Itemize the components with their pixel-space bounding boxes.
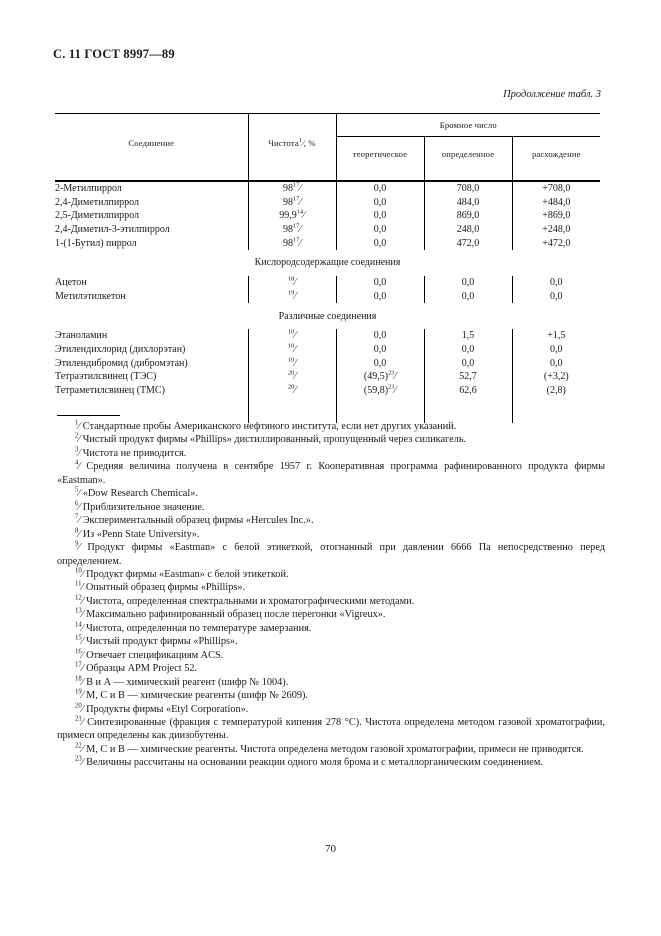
cell-purity bbox=[248, 356, 336, 370]
footnote-marker: 4 bbox=[75, 459, 79, 467]
section-heading: Различные соединения bbox=[278, 310, 377, 322]
cell-theoretical: 0,0 bbox=[336, 236, 424, 250]
purity-slash: ⁄ bbox=[299, 183, 302, 195]
cell-compound: Этилендихлорид (дихлорэтан) bbox=[55, 344, 186, 356]
footnote-slash: ⁄ bbox=[78, 488, 81, 500]
cell-compound: Тетраметилсвинец (ТМС) bbox=[55, 384, 165, 396]
theoretical-footnote-marker: 23 bbox=[388, 383, 395, 391]
footnote-item bbox=[57, 716, 605, 743]
purity-slash: ⁄ bbox=[294, 384, 297, 396]
footnote-text: Стандартные пробы Американского нефтяного института, если нет других указаний. bbox=[82, 421, 457, 432]
spacer-cell-5 bbox=[512, 171, 600, 181]
footnote-slash: ⁄ bbox=[81, 595, 84, 607]
cell-determined: 52,7 bbox=[424, 370, 512, 384]
cell-determined: 1,5 bbox=[424, 329, 512, 343]
footnote-item bbox=[57, 460, 605, 487]
header-purity-label: Чистота bbox=[268, 137, 299, 148]
footnote-item bbox=[57, 433, 605, 446]
footnote-text: М, С и В — химические реагенты. Чистота определена методом газовой хроматографии, примеси не приводятся. bbox=[86, 743, 584, 755]
cell-theoretical bbox=[336, 343, 424, 357]
footnote-marker: 8 bbox=[75, 527, 79, 535]
cell-discrepancy: 0,0 bbox=[512, 276, 600, 290]
footnote-item bbox=[57, 756, 605, 769]
footnote-marker: 10 bbox=[75, 567, 82, 575]
table-body bbox=[55, 171, 600, 423]
purity-slash: ⁄ bbox=[294, 371, 297, 383]
cell-theoretical: 0,0 bbox=[336, 181, 424, 196]
footnote-marker: 21 bbox=[75, 715, 82, 723]
cell-discrepancy: +869,0 bbox=[512, 209, 600, 223]
footnote-item bbox=[57, 676, 605, 689]
cell-determined: 248,0 bbox=[424, 223, 512, 237]
cell-compound: 2,4-Диметил-3-этилпиррол bbox=[55, 224, 170, 236]
footnote-text: Чистый продукт фирмы «Phillips» дистиллированный, пропущенный через силикагель. bbox=[82, 434, 467, 446]
compounds-table bbox=[55, 113, 600, 423]
cell-purity bbox=[248, 181, 336, 196]
purity-slash: ⁄ bbox=[299, 237, 302, 249]
footnote-slash: ⁄ bbox=[78, 421, 81, 432]
table-row bbox=[55, 356, 600, 370]
cell-discrepancy: 0,0 bbox=[512, 290, 600, 304]
footnote-marker: 14 bbox=[75, 621, 82, 629]
header-determined: определенное bbox=[424, 137, 512, 172]
purity-footnote-marker: 10 bbox=[287, 356, 295, 364]
cell-discrepancy: 0,0 bbox=[512, 356, 600, 370]
footnote-item bbox=[57, 420, 605, 433]
cell-purity bbox=[248, 384, 336, 398]
cell-discrepancy: (2,8) bbox=[512, 384, 600, 398]
cell-discrepancy: +1,5 bbox=[512, 329, 600, 343]
footnote-text: Чистота, определенная по температуре замерзания. bbox=[86, 622, 312, 634]
header-discrepancy: расхождение bbox=[512, 137, 600, 172]
theoretical-value: (59,8) bbox=[363, 384, 389, 396]
footnote-slash: ⁄ bbox=[81, 663, 84, 675]
footnote-item bbox=[57, 649, 605, 662]
footnote-item bbox=[57, 581, 605, 594]
cell-purity bbox=[248, 329, 336, 343]
cell-determined: 0,0 bbox=[424, 343, 512, 357]
cell-theoretical bbox=[336, 370, 424, 384]
footnote-text: Образцы APM Project 52. bbox=[86, 663, 198, 675]
spacer-cell-1 bbox=[55, 171, 248, 181]
section-heading-row bbox=[55, 250, 600, 276]
table-row bbox=[55, 223, 600, 237]
footnote-item bbox=[57, 447, 605, 460]
footnote-slash: ⁄ bbox=[78, 434, 81, 446]
footnote-text: Продукт фирмы «Eastman» с белой этикеткой, отогнанный при давлении 6666 Па непосредственно перед определением. bbox=[57, 542, 605, 567]
footnote-slash: ⁄ bbox=[81, 703, 84, 715]
spacer-row bbox=[55, 171, 600, 181]
purity-slash: ⁄ bbox=[294, 330, 297, 342]
cell-compound: Ацетон bbox=[55, 277, 87, 289]
purity-footnote-marker: 20 bbox=[287, 369, 295, 377]
purity-slash: ⁄ bbox=[294, 290, 297, 302]
purity-footnote-marker: 20 bbox=[287, 383, 295, 391]
cell-theoretical bbox=[336, 356, 424, 370]
footnote-slash: ⁄ bbox=[78, 515, 81, 527]
header-theoretical: теоретическое bbox=[336, 137, 424, 172]
footnote-marker: 22 bbox=[75, 742, 82, 750]
footnote-slash: ⁄ bbox=[78, 501, 81, 513]
purity-footnote-marker: 10 bbox=[287, 342, 295, 350]
cell-purity bbox=[248, 290, 336, 304]
footnote-item bbox=[57, 743, 605, 756]
theoretical-slash: ⁄ bbox=[394, 384, 397, 396]
purity-slash: ⁄ bbox=[299, 196, 302, 208]
footnote-marker: 12 bbox=[75, 594, 82, 602]
purity-footnote-marker: 19 bbox=[287, 289, 295, 297]
footnote-marker: 15 bbox=[75, 634, 82, 642]
cell-purity bbox=[248, 343, 336, 357]
cell-discrepancy: +472,0 bbox=[512, 236, 600, 250]
footnote-text: Экспериментальный образец фирмы «Hercules Inc.». bbox=[82, 515, 314, 527]
header-purity bbox=[248, 114, 336, 172]
theoretical-footnote-marker: 23 bbox=[388, 369, 395, 377]
cell-purity bbox=[248, 370, 336, 384]
table-row bbox=[55, 196, 600, 210]
table-head bbox=[55, 114, 600, 172]
footnote-slash: ⁄ bbox=[81, 568, 84, 580]
footnote-text: В и А — химический реагент (шифр № 1004). bbox=[86, 676, 289, 688]
cell-theoretical: 0,0 bbox=[336, 290, 424, 304]
footnote-marker: 17 bbox=[75, 661, 82, 669]
footnotes-block bbox=[57, 420, 605, 770]
footnote-marker: 3 bbox=[75, 446, 79, 454]
footnote-item bbox=[57, 703, 605, 716]
footnote-marker: 13 bbox=[75, 607, 82, 615]
footnote-text: Из «Penn State University». bbox=[82, 528, 200, 540]
footnote-text: Продукт фирмы «Eastman» с белой этикеткой. bbox=[86, 568, 289, 580]
header-purity-slash: ⁄ bbox=[302, 137, 304, 148]
footnote-text: Отвечает спецификациям ACS. bbox=[86, 649, 224, 661]
footnote-text: Опытный образец фирмы «Phillips». bbox=[85, 582, 246, 594]
spacer-cell-4 bbox=[424, 171, 512, 181]
footnote-marker: 11 bbox=[75, 581, 82, 589]
footnote-slash: ⁄ bbox=[78, 447, 81, 459]
footnote-separator-rule bbox=[57, 415, 120, 416]
header-purity-unit: , % bbox=[303, 137, 316, 148]
purity-footnote-marker: 17 bbox=[292, 181, 300, 189]
table-row bbox=[55, 343, 600, 357]
footnote-slash: ⁄ bbox=[81, 743, 84, 755]
data-table-wrapper bbox=[55, 113, 600, 423]
footnote-slash: ⁄ bbox=[81, 622, 84, 634]
cell-compound: Тетраэтилсвинец (ТЭС) bbox=[55, 371, 157, 383]
footnote-slash: ⁄ bbox=[81, 609, 84, 621]
footnote-slash: ⁄ bbox=[81, 676, 84, 688]
purity-slash: ⁄ bbox=[294, 344, 297, 356]
footnote-slash: ⁄ bbox=[78, 528, 81, 540]
cell-discrepancy: (+3,2) bbox=[512, 370, 600, 384]
purity-value: 98 bbox=[282, 196, 293, 208]
purity-value: 98 bbox=[282, 183, 293, 195]
table-row bbox=[55, 290, 600, 304]
cell-determined: 484,0 bbox=[424, 196, 512, 210]
table-row bbox=[55, 370, 600, 384]
purity-slash: ⁄ bbox=[303, 210, 305, 222]
table-row bbox=[55, 181, 600, 196]
footnote-text: Приблизительное значение. bbox=[82, 501, 205, 513]
footnote-text: «Dow Research Chemical». bbox=[82, 488, 198, 500]
purity-value: 98 bbox=[282, 237, 293, 249]
header-purity-footnote-marker: 1 bbox=[298, 136, 303, 144]
cell-theoretical bbox=[336, 384, 424, 398]
theoretical-value: 0,0 bbox=[373, 344, 387, 356]
cell-purity bbox=[248, 196, 336, 210]
footnote-slash: ⁄ bbox=[78, 542, 81, 554]
footnote-marker: 23 bbox=[75, 755, 82, 763]
cell-compound: 2,5-Диметилпиррол bbox=[55, 210, 140, 222]
purity-footnote-marker: 10 bbox=[287, 329, 295, 337]
purity-footnote-marker: 17 bbox=[292, 195, 300, 203]
cell-compound: Этаноламин bbox=[55, 330, 108, 342]
header-compound: Соединение bbox=[55, 114, 248, 172]
cell-theoretical: 0,0 bbox=[336, 223, 424, 237]
cell-purity bbox=[248, 209, 336, 223]
footnote-slash: ⁄ bbox=[81, 582, 84, 594]
cell-discrepancy: +484,0 bbox=[512, 196, 600, 210]
purity-value: 99,9 bbox=[279, 210, 297, 222]
cell-discrepancy: 0,0 bbox=[512, 343, 600, 357]
table-continuation-caption: Продолжение табл. 3 bbox=[503, 89, 601, 100]
cell-determined: 708,0 bbox=[424, 181, 512, 196]
cell-discrepancy: +248,0 bbox=[512, 223, 600, 237]
purity-slash: ⁄ bbox=[294, 357, 297, 369]
header-bromine-number: Бромное число bbox=[336, 114, 600, 137]
theoretical-value: 0,0 bbox=[373, 357, 387, 369]
footnote-slash: ⁄ bbox=[81, 649, 84, 661]
footnote-marker: 19 bbox=[75, 688, 82, 696]
table-row bbox=[55, 384, 600, 398]
cell-determined: 472,0 bbox=[424, 236, 512, 250]
footnote-text: Величины рассчитаны на основании реакции одного моля брома и с металлорганическим соединением. bbox=[86, 757, 543, 769]
cell-theoretical: 0,0 bbox=[336, 196, 424, 210]
purity-slash: ⁄ bbox=[299, 224, 302, 236]
cell-determined: 869,0 bbox=[424, 209, 512, 223]
footnote-item bbox=[57, 622, 605, 635]
footnote-item bbox=[57, 501, 605, 514]
cell-discrepancy: +708,0 bbox=[512, 181, 600, 196]
purity-footnote-marker: 18 bbox=[287, 275, 295, 283]
footnote-marker: 2 bbox=[75, 433, 79, 441]
purity-footnote-marker: 17 bbox=[292, 236, 300, 244]
footnote-text: Максимально рафинированный образец после перегонки «Vigreux». bbox=[86, 609, 386, 621]
table-row bbox=[55, 236, 600, 250]
footnote-marker: 7 bbox=[75, 513, 79, 521]
purity-slash: ⁄ bbox=[294, 277, 297, 289]
cell-purity bbox=[248, 276, 336, 290]
cell-compound: Этилендибромид (дибромэтан) bbox=[55, 357, 188, 369]
table-head-row-1 bbox=[55, 114, 600, 137]
footnote-marker: 6 bbox=[75, 500, 79, 508]
cell-theoretical bbox=[336, 329, 424, 343]
footnote-slash: ⁄ bbox=[81, 690, 84, 702]
footnote-marker: 9 bbox=[75, 540, 79, 548]
footnote-text: Чистота, определенная спектральными и хроматографическими методами. bbox=[86, 595, 415, 607]
page-folio: 70 bbox=[325, 843, 336, 855]
spacer-cell-3 bbox=[336, 171, 424, 181]
table-row bbox=[55, 276, 600, 290]
footnote-slash: ⁄ bbox=[81, 636, 84, 648]
theoretical-slash: ⁄ bbox=[394, 371, 397, 383]
footnote-marker: 1 bbox=[75, 419, 79, 427]
theoretical-value: (49,5) bbox=[363, 371, 389, 383]
cell-determined: 0,0 bbox=[424, 290, 512, 304]
footnote-text: М, С и В — химические реагенты (шифр № 2609). bbox=[86, 690, 309, 702]
footnote-item bbox=[57, 514, 605, 527]
running-head: С. 11 ГОСТ 8997—89 bbox=[53, 47, 175, 61]
footnote-text: Чистота не приводится. bbox=[82, 447, 187, 459]
section-heading-row bbox=[55, 303, 600, 329]
footnote-marker: 18 bbox=[75, 675, 82, 683]
footnote-item bbox=[57, 635, 605, 648]
footnote-marker: 16 bbox=[75, 648, 82, 656]
theoretical-value: 0,0 bbox=[373, 330, 387, 342]
footnote-item bbox=[57, 595, 605, 608]
footnote-text: Средняя величина получена в сентябре 1957 г. Кооперативная программа рафинированного продукта фирмы «Eastman». bbox=[57, 461, 605, 486]
cell-compound: 2,4-Диметилпиррол bbox=[55, 196, 140, 208]
footnote-item bbox=[57, 689, 605, 702]
footnote-marker: 5 bbox=[75, 486, 79, 494]
table-row bbox=[55, 209, 600, 223]
footnote-marker: 20 bbox=[75, 702, 82, 710]
footnote-item bbox=[57, 528, 605, 541]
purity-footnote-marker: 17 bbox=[292, 222, 300, 230]
section-heading: Кислородсодержащие соединения bbox=[254, 257, 401, 269]
footnote-slash: ⁄ bbox=[81, 757, 84, 769]
cell-theoretical: 0,0 bbox=[336, 209, 424, 223]
cell-compound: Метилэтилкетон bbox=[55, 290, 126, 302]
cell-determined: 0,0 bbox=[424, 276, 512, 290]
purity-value: 98 bbox=[282, 224, 293, 236]
footnote-text: Продукты фирмы «Etyl Corporation». bbox=[86, 703, 249, 715]
footnote-item bbox=[57, 662, 605, 675]
purity-footnote-marker: 14 bbox=[296, 209, 304, 217]
table-row bbox=[55, 329, 600, 343]
cell-compound: 1-(1-Бутил) пиррол bbox=[55, 237, 137, 249]
footnote-item bbox=[57, 568, 605, 581]
footnote-item bbox=[57, 608, 605, 621]
footnote-slash: ⁄ bbox=[78, 461, 81, 473]
cell-theoretical: 0,0 bbox=[336, 276, 424, 290]
cell-determined: 62,6 bbox=[424, 384, 512, 398]
cell-purity bbox=[248, 223, 336, 237]
cell-purity bbox=[248, 236, 336, 250]
spacer-cell-2 bbox=[248, 171, 336, 181]
footnote-item bbox=[57, 541, 605, 568]
footnote-text: Синтезированные (фракция с температурой кипения 278 °С). Чистота определена методом газовой хроматографии, примеси определены как диизобутены. bbox=[57, 716, 605, 742]
cell-determined: 0,0 bbox=[424, 356, 512, 370]
footnote-item bbox=[57, 487, 605, 500]
cell-compound: 2-Метилпиррол bbox=[55, 183, 122, 195]
footnote-slash: ⁄ bbox=[81, 716, 84, 728]
footnote-text: Чистый продукт фирмы «Phillips». bbox=[86, 636, 238, 648]
